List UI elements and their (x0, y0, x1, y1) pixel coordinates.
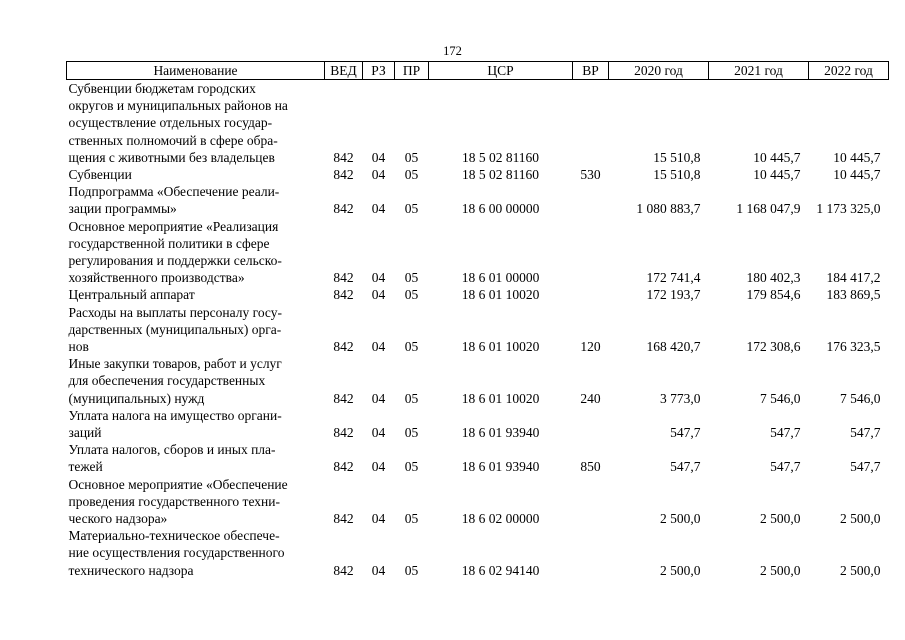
pr-cell: 05 (404, 201, 419, 217)
rz-cell: 04 (371, 511, 386, 527)
csr-cell: 18 6 01 93940 (461, 425, 540, 441)
csr-cell: 18 5 02 81160 (461, 167, 540, 183)
csr-cell: 18 6 01 10020 (461, 339, 540, 355)
value-2022-cell: 2 500,0 (840, 511, 881, 527)
name-line: регулирования и поддержки сельско- (68, 253, 282, 269)
ved-cell: 842 (333, 270, 354, 286)
rz-cell: 04 (371, 339, 386, 355)
csr-cell: 18 6 02 94140 (461, 562, 540, 578)
value-2022-cell: 547,7 (850, 425, 881, 441)
name-line: (муниципальных) нужд (68, 390, 205, 406)
rz-cell: 04 (371, 201, 386, 217)
value-2022-cell: 2 500,0 (840, 562, 881, 578)
ved-cell: 842 (333, 201, 354, 217)
value-2020-cell: 172 193,7 (646, 287, 701, 303)
vr-cell (573, 476, 609, 528)
table-row (67, 286, 889, 303)
page-number: 172 (443, 44, 462, 58)
header-2020: 2020 год (609, 62, 709, 80)
name-line: для обеспечения государственных (68, 373, 266, 389)
csr-cell: 18 5 02 81160 (461, 149, 540, 165)
value-2020-cell: 3 773,0 (660, 390, 701, 406)
value-2022-cell: 10 445,7 (833, 149, 881, 165)
table-row (67, 441, 889, 475)
name-line: Уплата налогов, сборов и иных пла- (68, 442, 276, 458)
vr-cell: 120 (580, 339, 601, 355)
name-line: тежей (68, 459, 103, 475)
name-line: технического надзора (68, 562, 194, 578)
pr-cell: 05 (404, 149, 419, 165)
value-2022-cell: 184 417,2 (826, 270, 881, 286)
vr-cell (573, 527, 609, 579)
name-cell (67, 166, 325, 183)
ved-cell: 842 (333, 287, 354, 303)
name-line: зации программы» (68, 201, 177, 217)
table-body (67, 80, 889, 579)
value-2022-cell: 547,7 (850, 459, 881, 475)
name-cell (67, 441, 325, 475)
budget-table (66, 61, 889, 579)
table-row (67, 80, 889, 167)
rz-cell: 04 (371, 270, 386, 286)
pr-cell: 05 (404, 425, 419, 441)
name-line: Материально-техническое обеспече- (68, 528, 280, 544)
ved-cell: 842 (333, 149, 354, 165)
vr-cell: 530 (580, 167, 601, 183)
value-2021-cell: 2 500,0 (760, 562, 801, 578)
name-cell (67, 218, 325, 287)
ved-cell: 842 (333, 459, 354, 475)
value-2020-cell: 15 510,8 (653, 149, 701, 165)
pr-cell: 05 (404, 390, 419, 406)
name-line: хозяйственного производства» (68, 270, 245, 286)
vr-cell (573, 183, 609, 217)
name-cell (67, 355, 325, 407)
name-cell (67, 286, 325, 303)
rz-cell: 04 (371, 390, 386, 406)
value-2021-cell: 179 854,6 (746, 287, 801, 303)
name-line: нов (68, 339, 89, 355)
header-2021: 2021 год (709, 62, 809, 80)
name-line: дарственных (муниципальных) орга- (68, 321, 282, 337)
header-ved: ВЕД (325, 62, 363, 80)
name-line: Субвенции бюджетам городских (68, 81, 256, 96)
name-line: Основное мероприятие «Обеспечение (68, 476, 288, 492)
ved-cell: 842 (333, 511, 354, 527)
value-2022-cell: 1 173 325,0 (816, 201, 881, 217)
table-row (67, 355, 889, 407)
table-row (67, 407, 889, 441)
csr-cell: 18 6 01 10020 (461, 287, 540, 303)
value-2020-cell: 547,7 (670, 425, 701, 441)
csr-cell: 18 6 02 00000 (461, 511, 540, 527)
ved-cell: 842 (333, 167, 354, 183)
name-cell (67, 527, 325, 579)
csr-cell: 18 6 01 93940 (461, 459, 540, 475)
value-2021-cell: 10 445,7 (753, 167, 801, 183)
rz-cell: 04 (371, 149, 386, 165)
value-2020-cell: 547,7 (670, 459, 701, 475)
table-header-row (67, 62, 889, 80)
vr-cell: 850 (580, 459, 601, 475)
header-csr: ЦСР (429, 62, 573, 80)
pr-cell: 05 (404, 167, 419, 183)
name-line: осуществление отдельных государ- (68, 115, 273, 131)
name-line: ственных полномочий в сфере обра- (68, 132, 278, 148)
value-2022-cell: 7 546,0 (840, 390, 881, 406)
vr-cell (573, 80, 609, 167)
value-2020-cell: 1 080 883,7 (636, 201, 701, 217)
rz-cell: 04 (371, 459, 386, 475)
pr-cell: 05 (404, 270, 419, 286)
name-cell (67, 80, 325, 167)
value-2021-cell: 7 546,0 (760, 390, 801, 406)
ved-cell: 842 (333, 339, 354, 355)
name-line: Подпрограмма «Обеспечение реали- (68, 184, 280, 200)
value-2022-cell: 183 869,5 (826, 287, 881, 303)
name-line: округов и муниципальных районов на (68, 98, 288, 114)
rz-cell: 04 (371, 425, 386, 441)
value-2021-cell: 2 500,0 (760, 511, 801, 527)
rz-cell: 04 (371, 167, 386, 183)
csr-cell: 18 6 01 00000 (461, 270, 540, 286)
value-2020-cell: 2 500,0 (660, 562, 701, 578)
table-row (67, 476, 889, 528)
value-2020-cell: 2 500,0 (660, 511, 701, 527)
name-cell (67, 183, 325, 217)
name-line: Центральный аппарат (68, 287, 195, 303)
vr-cell: 240 (580, 390, 601, 406)
name-line: проведения государственного техни- (68, 493, 280, 509)
rz-cell: 04 (371, 287, 386, 303)
name-line: заций (68, 425, 102, 441)
table-row (67, 183, 889, 217)
name-line: ческого надзора» (68, 511, 168, 527)
header-vr: ВР (573, 62, 609, 80)
pr-cell: 05 (404, 459, 419, 475)
table-row (67, 304, 889, 356)
name-cell (67, 304, 325, 356)
name-cell (67, 407, 325, 441)
rz-cell: 04 (371, 562, 386, 578)
value-2022-cell: 176 323,5 (826, 339, 881, 355)
name-line: Основное мероприятие «Реализация (68, 218, 279, 234)
value-2020-cell: 172 741,4 (646, 270, 701, 286)
vr-cell (573, 218, 609, 287)
value-2020-cell: 168 420,7 (646, 339, 701, 355)
ved-cell: 842 (333, 390, 354, 406)
name-line: государственной политики в сфере (68, 235, 270, 251)
ved-cell: 842 (333, 425, 354, 441)
name-line: Субвенции (68, 167, 132, 183)
header-2022: 2022 год (809, 62, 889, 80)
csr-cell: 18 6 00 00000 (461, 201, 540, 217)
table-row (67, 527, 889, 579)
value-2021-cell: 547,7 (770, 425, 801, 441)
value-2021-cell: 10 445,7 (753, 149, 801, 165)
pr-cell: 05 (404, 511, 419, 527)
value-2021-cell: 547,7 (770, 459, 801, 475)
value-2021-cell: 1 168 047,9 (736, 201, 801, 217)
value-2021-cell: 180 402,3 (746, 270, 801, 286)
value-2020-cell: 15 510,8 (653, 167, 701, 183)
pr-cell: 05 (404, 287, 419, 303)
vr-cell (573, 286, 609, 303)
vr-cell (573, 407, 609, 441)
name-line: Уплата налога на имущество органи- (68, 407, 282, 423)
ved-cell: 842 (333, 562, 354, 578)
name-line: ние осуществления государственного (68, 545, 285, 561)
csr-cell: 18 6 01 10020 (461, 390, 540, 406)
table-row (67, 218, 889, 287)
name-cell (67, 476, 325, 528)
name-line: щения с животными без владельцев (68, 149, 275, 165)
value-2022-cell: 10 445,7 (833, 167, 881, 183)
value-2021-cell: 172 308,6 (746, 339, 801, 355)
name-line: Расходы на выплаты персоналу госу- (68, 304, 282, 320)
table-row (67, 166, 889, 183)
header-pr: ПР (395, 62, 429, 80)
pr-cell: 05 (404, 339, 419, 355)
name-line: Иные закупки товаров, работ и услуг (68, 356, 282, 372)
header-name: Наименование (67, 62, 325, 80)
header-rz: РЗ (363, 62, 395, 80)
pr-cell: 05 (404, 562, 419, 578)
